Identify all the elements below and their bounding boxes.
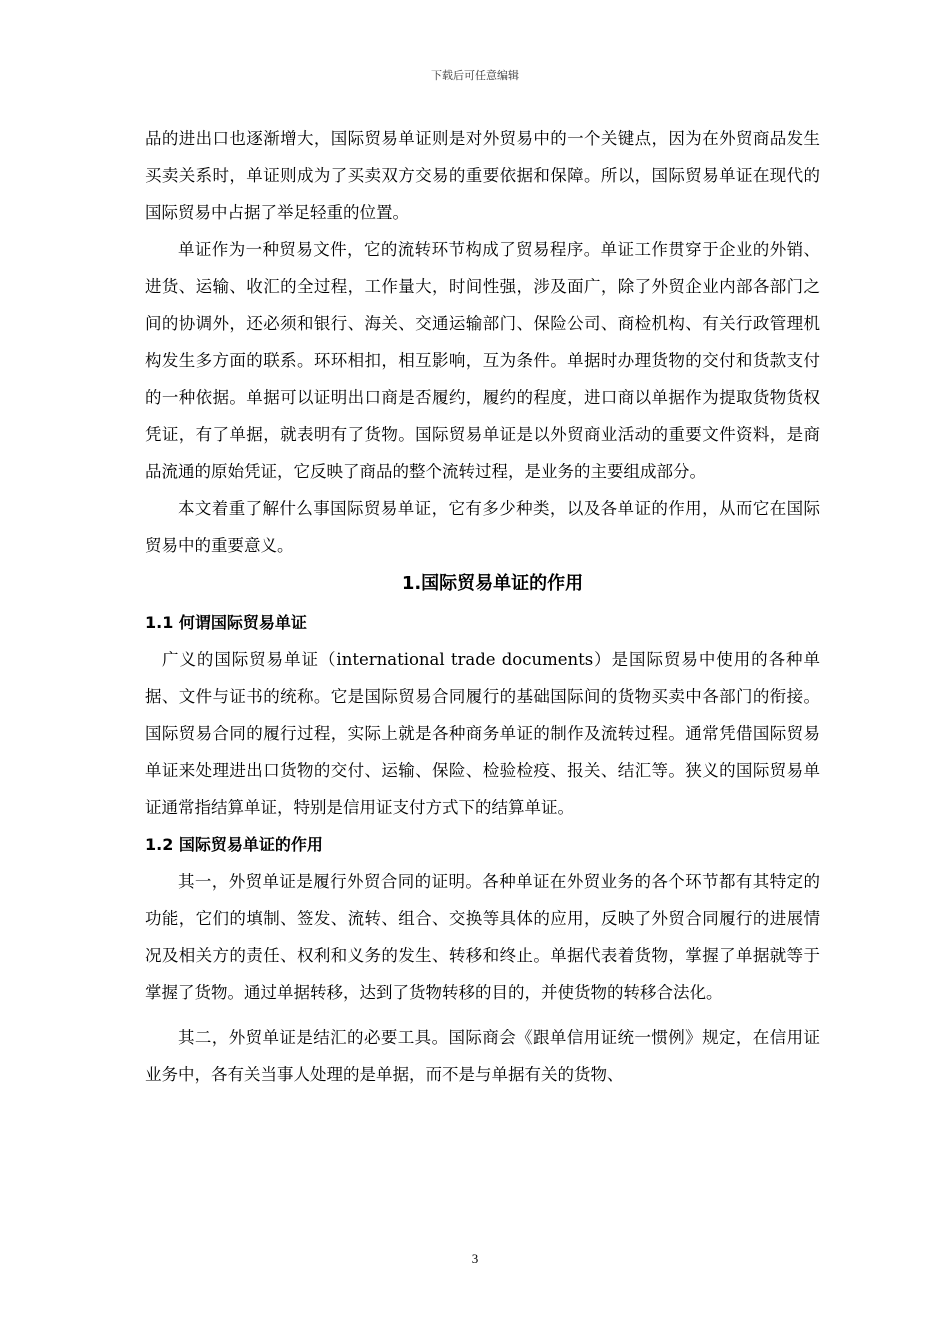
intro-paragraph-2: 单证作为一种贸易文件，它的流转环节构成了贸易程序。单证工作贯穿于企业的外销、进货、运输、收汇的全过程，工作量大，时间性强，涉及面广，除了外贸企业内部各部门之间的协调外，还必须和银行、海关、交通运输部门、保险公司、商检机构、有关行政管理机构发生多方面的联系。环环相扣，相互影响，互为条件。单据时办理货物的交付和货款支付的一种依据。单据可以证明出口商是否履约，履约的程度，进口商以单据作为提取货物货权凭证，有了单据，就表明有了货物。国际贸易单证是以外贸商业活动的重要文件资料，是商品流通的原始凭证，它反映了商品的整个流转过程，是业务的主要组成部分。 [145, 240, 820, 481]
subsection-1-1-paragraph: 广义的国际贸易单证（international trade documents）是国际贸易中使用的各种单据、文件与证书的统称。它是国际贸易合同履行的基础国际间的货物买卖中各部门的衔接。国际贸易合同的履行过程，实际上就是各种商务单证的制作及流转过程。通常凭借国际贸易单证来处理进出口货物的交付、运输、保险、检验检疫、报关、结汇等。狭义的国际贸易单证通常指结算单证，特别是信用证支付方式下的结算单证。 [145, 650, 820, 817]
page-number: 3 [471, 1251, 479, 1266]
subsection-1-2-paragraph-2: 其二，外贸单证是结汇的必要工具。国际商会《跟单信用证统一惯例》规定，在信用证业务中，各有关当事人处理的是单据，而不是与单据有关的货物、 [145, 1028, 820, 1084]
intro-paragraph-3: 本文着重了解什么事国际贸易单证，它有多少种类，以及各单证的作用，从而它在国际贸易中的重要意义。 [145, 499, 820, 555]
paragraph-spacer [145, 1011, 820, 1019]
subsection-heading-1-2: 1.2 国际贸易单证的作用 [145, 835, 323, 854]
document-body [145, 120, 820, 1093]
intro-paragraph-1: 品的进出口也逐渐增大，国际贸易单证则是对外贸易中的一个关键点，因为在外贸商品发生买卖关系时，单证则成为了买卖双方交易的重要依据和保障。所以，国际贸易单证在现代的国际贸易中占据了举足轻重的位置。 [145, 129, 820, 222]
subsection-1-2-paragraph-1: 其一，外贸单证是履行外贸合同的证明。各种单证在外贸业务的各个环节都有其特定的功能，它们的填制、签发、流转、组合、交换等具体的应用，反映了外贸合同履行的进展情况及相关方的责任、权利和义务的发生、转移和终止。单据代表着货物，掌握了单据就等于掌握了货物。通过单据转移，达到了货物转移的目的，并使货物的转移合法化。 [145, 872, 820, 1002]
subsection-heading-1-1: 1.1 何谓国际贸易单证 [145, 613, 307, 632]
section-heading-1: 1.国际贸易单证的作用 [401, 573, 584, 594]
page-header: 下载后可任意编辑 [431, 69, 519, 82]
